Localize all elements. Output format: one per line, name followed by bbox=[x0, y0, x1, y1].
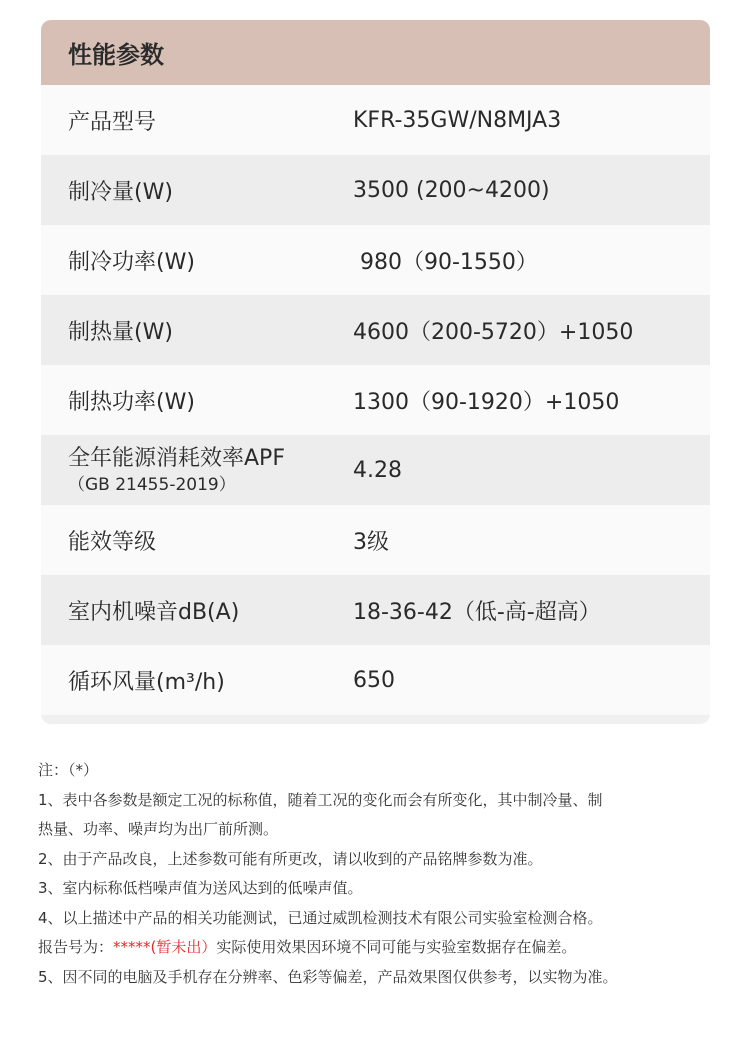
note-line: 热量、功率、噪声均为出厂前所测。 bbox=[38, 820, 279, 838]
report-suffix: 实际使用效果因环境不同可能与实验室数据存在偏差。 bbox=[216, 938, 577, 956]
spec-label: 循环风量(m³/h) bbox=[68, 669, 225, 695]
spec-row-indoor-noise bbox=[41, 575, 710, 645]
spec-row-apf bbox=[41, 435, 710, 505]
spec-row-airflow bbox=[41, 645, 710, 715]
spec-value: 650 bbox=[353, 667, 395, 693]
spec-label: 制冷功率(W) bbox=[68, 249, 195, 275]
spec-card bbox=[41, 20, 710, 724]
spec-value: 1300（90-1920）+1050 bbox=[353, 389, 620, 415]
note-line: 2、由于产品改良，上述参数可能有所更改，请以收到的产品铭牌参数为准。 bbox=[38, 849, 543, 868]
report-prefix: 报告号为： bbox=[38, 938, 114, 956]
spec-sublabel: （GB 21455-2019） bbox=[68, 475, 236, 495]
note-line: 4、以上描述中产品的相关功能测试，已通过威凯检测技术有限公司实验室检测合格。 bbox=[38, 908, 603, 927]
spec-row-model bbox=[41, 85, 710, 155]
spec-label: 全年能源消耗效率APF bbox=[68, 446, 285, 471]
spec-value: 4600（200-5720）+1050 bbox=[353, 319, 634, 345]
spec-value: 18-36-42（低-高-超高） bbox=[353, 599, 601, 625]
spec-label: 制热量(W) bbox=[68, 319, 173, 345]
spec-row-energy-grade bbox=[41, 505, 710, 575]
spec-card-header bbox=[41, 20, 710, 85]
note-line: 3、室内标称低档噪声值为送风达到的低噪声值。 bbox=[38, 879, 363, 897]
note-line: 5、因不同的电脑及手机存在分辨率、色彩等偏差，产品效果图仅供参考，以实物为准。 bbox=[38, 967, 618, 986]
spec-value: 3500 (200~4200) bbox=[353, 177, 550, 203]
spec-row-heating-capacity bbox=[41, 295, 710, 365]
notes-section bbox=[38, 756, 728, 992]
notes-heading: 注：（*） bbox=[38, 761, 99, 779]
spec-row-cooling-capacity bbox=[41, 155, 710, 225]
spec-row-cooling-power bbox=[41, 225, 710, 295]
spec-label: 制热功率(W) bbox=[68, 389, 195, 415]
spec-value: 4.28 bbox=[353, 457, 402, 483]
spec-label: 制冷量(W) bbox=[68, 179, 173, 205]
spec-value: KFR-35GW/N8MJA3 bbox=[353, 107, 562, 133]
spec-label: 能效等级 bbox=[68, 529, 157, 555]
spec-value: 980（90-1550） bbox=[353, 249, 538, 275]
spec-label-group bbox=[68, 445, 285, 497]
note-line-report bbox=[38, 933, 728, 963]
note-line: 1、表中各参数是额定工况的标称值，随着工况的变化而会有所变化，其中制冷量、制 bbox=[38, 790, 603, 809]
report-number: *****(暂未出） bbox=[113, 938, 217, 956]
spec-label: 产品型号 bbox=[68, 109, 157, 135]
spec-value: 3级 bbox=[353, 529, 389, 555]
spec-title: 性能参数 bbox=[68, 41, 164, 69]
spec-label: 室内机噪音dB(A) bbox=[68, 599, 240, 625]
spec-row-heating-power bbox=[41, 365, 710, 435]
